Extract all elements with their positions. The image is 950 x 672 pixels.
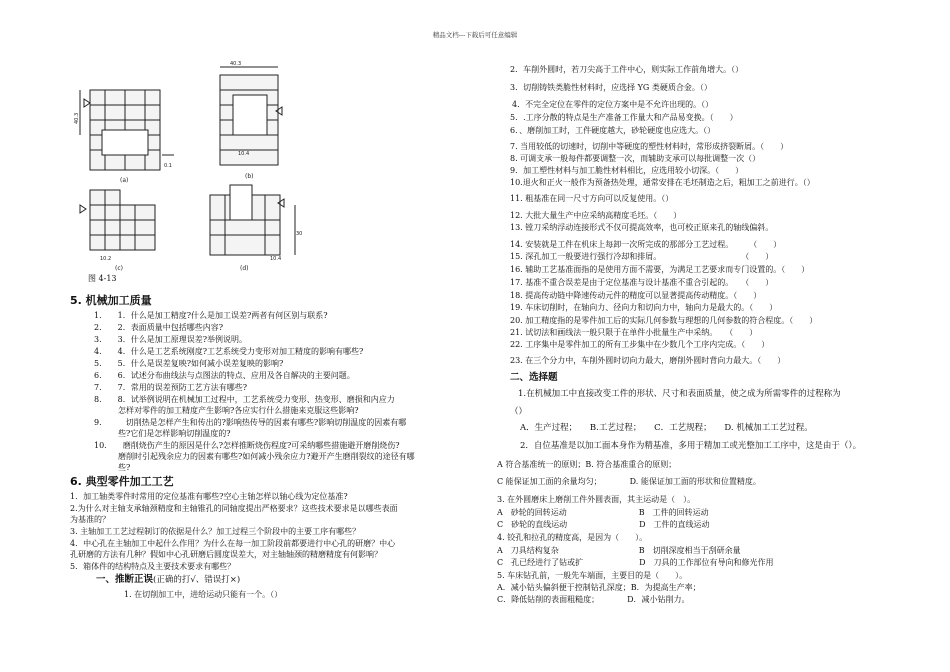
figure-panel-a — [80, 90, 174, 170]
tf-item: 12. 大批大量生产中应采纳高精度毛坯。（ ） — [510, 211, 682, 220]
tf-item: 6．、磨削加工时，工件硬度越大，砂轮硬度也应选大。（） — [510, 126, 716, 135]
sec5-item: 8. 8．试举例说明在机械加工过程中，工艺系统受力变形、热变形、磨损和内应力 — [94, 395, 395, 404]
section-5-title: 5. 机械加工质量 — [70, 294, 152, 307]
sec5-item: 怎样对零件的加工精度产生影响?各应实行什么措施来克服这些影响? — [94, 406, 359, 415]
mc-line: 2．自位基准是以加工面本身作为精基准，多用于精加工或光整加工工序中，这是由于（）。 — [520, 441, 862, 451]
tf-item: 23. 在三个分力中，车削外圆时切向力最大，磨削外圆时背向力最大。（ ） — [510, 356, 786, 365]
dim-label-d1: 30 — [296, 231, 303, 237]
figure-panel-d — [210, 185, 295, 255]
figure-panel-b — [220, 67, 282, 165]
sec5-item: 6. 6．试述分布曲线法与点图法的特点、应用及各自解决的主要问题。 — [94, 371, 355, 380]
dim-label-b2: 10.4 — [238, 151, 250, 157]
mc-line: 4. 铰孔和拉孔的精度高，是因为（ ）。 — [497, 533, 648, 542]
sec6-item: 4．中心孔在主轴加工中起什么作用？为什么在每一加工阶段前都要进行中心孔的研磨？中心 — [70, 539, 396, 548]
panel-label-c: (c) — [115, 265, 123, 272]
mc-line: A 刀具结构复杂 B 切削深度相当于刮研余量 — [497, 546, 741, 555]
mc-line: A 符合基准统一的原则；B. 符合基准重合的原则； — [497, 460, 677, 469]
panel-label-a: (a) — [120, 177, 129, 184]
sec6-item: 3. 主轴加工工艺过程制订的依据是什么？加工过程三个阶段中的主要工序有哪些？ — [70, 527, 361, 536]
tf-item: 1. 在切削加工中，进给运动只能有一个。（） — [124, 590, 283, 599]
panel-label-b: (b) — [245, 173, 254, 180]
tf-item: 10.退火和正火一般作为预备热处理，通常安排在毛坯制造之后，粗加工之前进行。（） — [510, 178, 815, 187]
sec5-item: 9. 切削热是怎样产生和传出的?影响热传导的因素有哪些?影响切削温度的因素有哪 — [94, 418, 407, 427]
mc-line: （） — [510, 407, 528, 417]
sec5-item: 4. 4．什么是工艺系统刚度?工艺系统受力变形对加工精度的影响有哪些? — [94, 347, 364, 356]
sec6-item: 5．箱体件的结构特点及主要技术要求有哪些？ — [70, 562, 236, 571]
section-6-title: 6. 典型零件加工工艺 — [70, 475, 174, 488]
dim-label-c1: 10.2 — [100, 256, 112, 262]
tf-item: 17. 基准不重合误差是由于定位基准与设计基准不重合引起的。 （ ） — [510, 278, 774, 287]
tf-item: 8. 可调支承一般每件都要调整一次，而辅助支承可以每批调整一次（） — [510, 154, 761, 163]
tf-item: 3．切削铸铁类脆性材料时，应选择 YG 类硬质合金。（） — [510, 83, 712, 92]
sec5-item: 2. 2．表面质量中包括哪些内容? — [94, 323, 224, 332]
panel-label-d: (d) — [240, 265, 249, 272]
tf-item: 13. 镗刀采纳浮动连接形式不仅可提高效率，也可校正原来孔的轴线偏斜。 — [510, 223, 774, 232]
mc-line: 3. 在外圆磨床上磨削工件外圆表面，其主运动是（ ）。 — [497, 495, 696, 504]
tf-item: 21. 试切法和画线法一般只限于在单件小批量生产中采纳。 （ ） — [510, 328, 758, 337]
sec5-item: 1. 1．什么是加工精度?什么是加工误差?两者有何区别与联系? — [94, 311, 328, 320]
tf-item: 4．不完全定位在零件的定位方案中是不允许出现的。（） — [512, 100, 714, 109]
mc-line: C 能保证加工面的余量均匀； D. 能保证加工面的形状和位置精度。 — [497, 477, 761, 486]
figure-caption: 图 4-13 — [88, 274, 117, 283]
tf-item: 20. 加工精度指的是零件加工后的实际几何参数与理想的几何参数的符合程度。（ ） — [510, 316, 818, 325]
dim-label-d2: 10.4 — [270, 256, 282, 262]
true-false-title: 一、推断正误 — [96, 574, 154, 585]
tf-item: 18. 提高传动链中降速传动元件的精度可以显著提高传动精度。（ ） — [510, 291, 762, 300]
page-header: 精品文档---下载后可任意编辑 — [432, 31, 518, 39]
true-false-heading — [96, 574, 240, 586]
tf-item: 14. 安装就是工件在机床上每卸一次所完成的那部分工艺过程。 （ ） — [510, 240, 782, 249]
sec5-item: 3. 3．什么是加工原理误差?举例说明。 — [94, 335, 248, 344]
tf-item: 19. 车床切削时，在轴向力、径向力和切向力中，轴向力是最大的。（ ） — [510, 303, 778, 312]
figure-4-13 — [70, 55, 310, 285]
tf-item: 5．.工序分散的特点是生产准备工作量大和产品易变换。（ ） — [510, 113, 738, 122]
multiple-choice-title: 二、选择题 — [510, 372, 558, 383]
mc-line: C 孔已经进行了钻或扩 D 刀具的工作部位有导向和修光作用 — [497, 558, 774, 567]
tf-item: 11. 粗基准在同一尺寸方向可以反复使用。（） — [510, 194, 674, 203]
dim-label-a1: 40.3 — [74, 112, 80, 124]
sec5-item: 些?它们是怎样影响切削温度的? — [94, 429, 231, 438]
mc-line: A．减小钻头偏斜便于控制钻孔深度；B．为提高生产率； — [497, 583, 701, 592]
mc-line: A．生产过程； B.工艺过程； C．工艺规程； D. 机械加工工艺过程。 — [520, 423, 813, 433]
sec6-item: 为基准的？ — [70, 515, 110, 524]
sec5-item: 磨削时引起残余应力的因素有哪些?如何减小残余应力?避开产生磨削裂纹的途径有哪 — [94, 452, 415, 461]
sec6-item: 孔研磨的方法有几种？假如中心孔研磨后圆度误差大，对主轴轴颈的精磨精度有何影响？ — [70, 550, 382, 559]
sec5-item: 些? — [94, 463, 131, 472]
mc-line: A 砂轮的回转运动 B 工件的回转运动 — [497, 508, 709, 517]
mc-line: C 砂轮的直线运动 D 工件的直线运动 — [497, 520, 710, 529]
dim-label-a2: 0.1 — [164, 163, 172, 169]
sec6-item: 2.为什么对主轴支承轴颈精度和主轴锥孔的同轴度提出严格要求？这些技术要求是以哪些表面 — [70, 504, 398, 513]
tf-item: 15. 深孔加工一般要进行强行冷却和排屑。 （ ） — [510, 252, 774, 261]
sec5-item: 10. 磨削烧伤产生的原因是什么?怎样推断烧伤程度?可采纳哪些措施避开磨削烧伤? — [94, 441, 400, 450]
tf-item: 2．车削外圆时，若刀尖高于工件中心，则实际工作前角增大。（） — [510, 65, 744, 74]
sec6-item: 1．加工轴类零件时常用的定位基准有哪些?空心主轴怎样以轴心线为定位基准? — [70, 492, 348, 501]
tf-item: 9．加工塑性材料与加工脆性材料相比，应选用较小切深。（ ） — [510, 166, 744, 175]
figure-panel-c — [80, 190, 155, 250]
tf-item: 7. 当用较低的切速时，切削中等硬度的塑性材料时，常形成挤裂断屑。（ ） — [510, 142, 789, 151]
mc-line: C．降低钻削的表面粗糙度； D．减小钻削力。 — [497, 595, 690, 604]
sec5-item: 5. 5．什么是误差复映?如何减小误差复映的影响? — [94, 359, 284, 368]
true-false-hint: (正确的打√、错误打×) — [153, 575, 241, 585]
mc-line: 5. 车床钻孔前，一般先车端面，主要目的是（ ）。 — [497, 571, 688, 580]
mc-line: 1.在机械加工中直接改变工件的形状、尺寸和表面质量，使之成为所需零件的过程称为 — [518, 389, 841, 399]
tf-item: 16. 辅助工艺基准面指的是使用方面不需要，为满足工艺要求而专门设置的。（ ） — [510, 265, 810, 274]
dim-label-b1: 40.3 — [230, 61, 242, 67]
tf-item: 22. 工序集中是零件加工的所有工步集中在少数几个工序内完成。（ ） — [510, 340, 770, 349]
sec5-item: 7. 7．常用的误差预防工艺方法有哪些? — [94, 383, 248, 392]
